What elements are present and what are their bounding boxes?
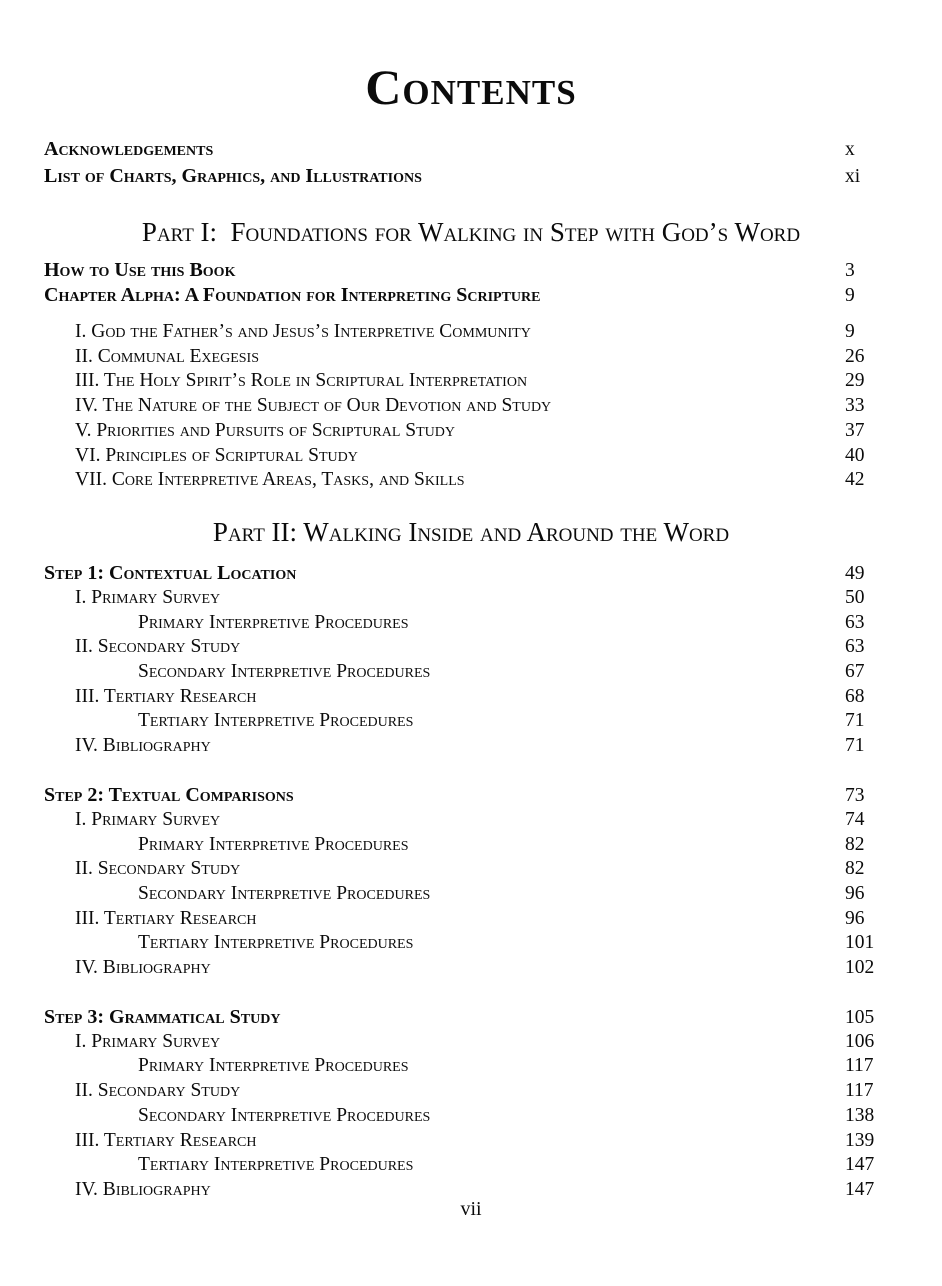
toc-entry xyxy=(44,258,898,283)
toc-step-heading xyxy=(44,1005,898,1030)
toc-entry xyxy=(44,635,898,660)
toc-entry-label: III. Tertiary Research xyxy=(75,685,257,707)
toc-entry xyxy=(44,1178,898,1203)
toc-entry-page: 139 xyxy=(845,1129,875,1151)
toc-entry-label: Acknowledgements xyxy=(44,138,214,160)
toc-entry xyxy=(44,468,898,493)
toc-entry-page: 9 xyxy=(845,285,855,306)
toc-entry-page: x xyxy=(845,139,855,160)
toc-entry-label: IV. Bibliography xyxy=(75,735,211,757)
toc-entry xyxy=(44,369,898,394)
toc-entry-page: 37 xyxy=(845,419,865,441)
toc-entry-page: 49 xyxy=(845,562,865,584)
part2-heading: Part II: Walking Inside and Around the Word xyxy=(212,516,730,547)
toc-entry xyxy=(44,586,898,611)
toc-entry-label: IV. Bibliography xyxy=(75,957,211,979)
toc-entry-page: 40 xyxy=(845,444,865,466)
toc-entry xyxy=(44,685,898,710)
toc-entry-page: 147 xyxy=(845,1178,875,1200)
toc-entry xyxy=(44,1129,898,1154)
toc-entry-page: 106 xyxy=(845,1030,875,1052)
toc-entry-page: 82 xyxy=(845,833,865,855)
step2-block xyxy=(44,783,898,981)
toc-entry-label: II. Secondary Study xyxy=(75,858,241,880)
toc-entry-label: I. God the Father’s and Jesus’s Interpretive Community xyxy=(75,321,531,342)
toc-entry xyxy=(44,808,898,833)
part1-heading: Part I: Foundations for Walking in Step with God’s Word xyxy=(141,217,801,247)
toc-entry-page: 3 xyxy=(845,260,855,281)
toc-entry-page: 63 xyxy=(845,611,865,633)
toc-entry-page: 105 xyxy=(845,1006,875,1028)
toc-entry-page: 73 xyxy=(845,784,865,806)
toc-entry xyxy=(44,660,898,685)
toc-entry-page: 68 xyxy=(845,685,865,707)
toc-entry-label: III. Tertiary Research xyxy=(75,1129,257,1151)
toc-step-heading xyxy=(44,783,898,808)
toc-entry-label: Step 3: Grammatical Study xyxy=(44,1005,281,1028)
toc-entry-label: IV. Bibliography xyxy=(75,1178,211,1200)
toc-entry-label: Secondary Interpretive Procedures xyxy=(138,661,431,683)
toc-entry xyxy=(44,882,898,907)
toc-entry-page: 63 xyxy=(845,636,865,658)
toc-entry-page: 71 xyxy=(845,710,865,732)
toc-entry-label: II. Secondary Study xyxy=(75,636,241,658)
front-matter-section xyxy=(44,136,898,190)
toc-entry-label: Primary Interpretive Procedures xyxy=(138,833,409,855)
toc-entry-page: 67 xyxy=(845,661,865,683)
toc-entry-page: 33 xyxy=(845,395,865,417)
toc-entry-label: Step 2: Textual Comparisons xyxy=(44,783,294,806)
toc-entry-label: Step 1: Contextual Location xyxy=(44,561,297,584)
toc-entry-label: Tertiary Interpretive Procedures xyxy=(138,932,414,954)
toc-entry-page: 50 xyxy=(845,586,865,608)
toc-entry-page: 117 xyxy=(845,1055,874,1077)
toc-entry-label: Tertiary Interpretive Procedures xyxy=(138,1154,414,1176)
part1-chapters xyxy=(44,258,898,308)
step3-block xyxy=(44,1005,898,1203)
toc-entry xyxy=(44,394,898,419)
toc-entry-label: Primary Interpretive Procedures xyxy=(138,1055,409,1077)
toc-entry xyxy=(44,163,898,190)
toc-entry-label: List of Charts, Graphics, and Illustrations xyxy=(44,165,422,187)
toc-entry xyxy=(44,283,898,308)
toc-entry xyxy=(44,611,898,636)
step1-block xyxy=(44,561,898,759)
toc-entry-page: 9 xyxy=(845,321,855,342)
toc-entry-label: Secondary Interpretive Procedures xyxy=(138,1104,431,1126)
toc-entry-page: 74 xyxy=(845,808,865,830)
toc-entry-label: I. Primary Survey xyxy=(75,586,221,608)
toc-entry xyxy=(44,907,898,932)
toc-entry xyxy=(44,1104,898,1129)
toc-entry xyxy=(44,345,898,370)
toc-entry-label: I. Primary Survey xyxy=(75,1030,221,1052)
toc-entry xyxy=(44,1153,898,1178)
toc-entry-page: 42 xyxy=(845,469,865,491)
toc-entry-page: 147 xyxy=(845,1154,875,1176)
toc-entry-page: 71 xyxy=(845,735,865,757)
toc-entry-page: 101 xyxy=(845,932,875,954)
toc-entry xyxy=(44,734,898,759)
toc-entry-page: 82 xyxy=(845,858,865,880)
toc-entry-label: Primary Interpretive Procedures xyxy=(138,611,409,633)
toc-entry xyxy=(44,320,898,345)
toc-entry-page: 26 xyxy=(845,345,865,367)
toc-entry xyxy=(44,444,898,469)
toc-entry-page: 117 xyxy=(845,1080,874,1102)
toc-entry-label: II. Communal Exegesis xyxy=(75,345,259,367)
toc-entry-page: 138 xyxy=(845,1104,875,1126)
toc-entry xyxy=(44,136,898,163)
contents-title: Contents xyxy=(365,59,577,115)
toc-entry-label: VII. Core Interpretive Areas, Tasks, and Skills xyxy=(75,469,465,491)
toc-entry-page: xi xyxy=(845,166,861,187)
toc-entry xyxy=(44,956,898,981)
toc-entry-page: 96 xyxy=(845,882,865,904)
toc-entry-label: IV. The Nature of the Subject of Our Devotion and Study xyxy=(75,395,552,417)
toc-step-heading xyxy=(44,561,898,586)
toc-entry-label: I. Primary Survey xyxy=(75,808,221,830)
toc-entry-label: V. Priorities and Pursuits of Scriptural Study xyxy=(75,419,455,441)
toc-entry xyxy=(44,833,898,858)
toc-entry-label: Chapter Alpha: A Foundation for Interpreting Scripture xyxy=(44,284,541,306)
toc-entry-label: III. The Holy Spirit’s Role in Scriptural Interpretation xyxy=(75,370,528,392)
toc-entry-page: 29 xyxy=(845,370,865,392)
toc-entry-label: II. Secondary Study xyxy=(75,1080,241,1102)
toc-entry xyxy=(44,931,898,956)
toc-entry xyxy=(44,419,898,444)
toc-entry xyxy=(44,1054,898,1079)
toc-entry-label: How to Use this Book xyxy=(44,259,236,281)
toc-entry-label: Secondary Interpretive Procedures xyxy=(138,882,431,904)
toc-entry xyxy=(44,1079,898,1104)
toc-content xyxy=(44,136,898,1222)
toc-entry-label: Tertiary Interpretive Procedures xyxy=(138,710,414,732)
toc-entry-page: 96 xyxy=(845,907,865,929)
toc-entry-label: VI. Principles of Scriptural Study xyxy=(75,444,358,466)
page-number-footer: vii xyxy=(460,1197,482,1220)
toc-entry xyxy=(44,1030,898,1055)
toc-entry xyxy=(44,709,898,734)
toc-entry xyxy=(44,857,898,882)
toc-entry-label: III. Tertiary Research xyxy=(75,907,257,929)
part1-sections xyxy=(44,320,898,493)
toc-entry-page: 102 xyxy=(845,957,875,979)
